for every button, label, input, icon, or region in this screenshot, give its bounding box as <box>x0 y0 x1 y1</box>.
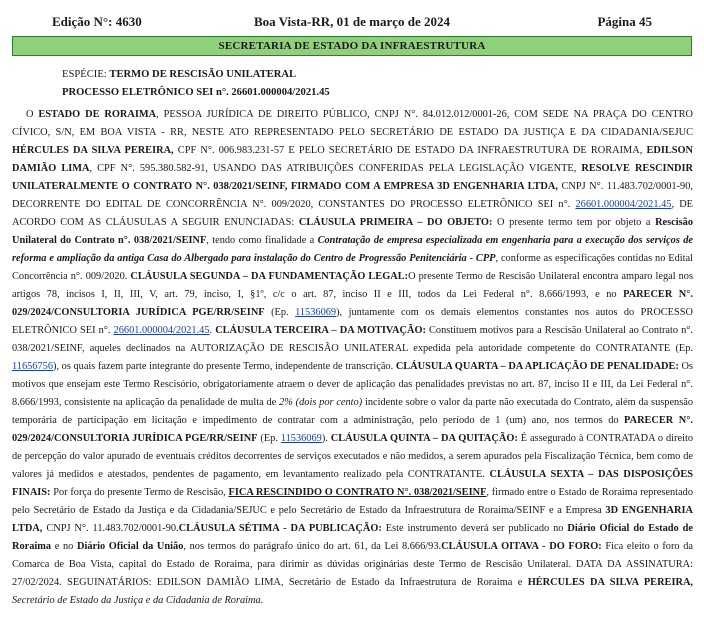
process-link[interactable]: 26601.000004/2021.45 <box>113 325 210 336</box>
clause-heading: CLÁUSULA QUINTA – DA QUITAÇÃO: <box>330 433 518 444</box>
edition-number: Edição N°: 4630 <box>52 14 142 29</box>
ep-link[interactable]: 11536069 <box>280 433 322 444</box>
text: Este instrumento deverá ser publicado no <box>381 523 568 534</box>
clause-heading: CLÁUSULA SEXTA – DAS DISPOSIÇÕES FINAIS: <box>12 469 693 498</box>
clause-heading: CLÁUSULA QUARTA – DA APLICAÇÃO DE PENALIDADE: <box>395 361 679 372</box>
text: Os motivos que ensejam este Termo Rescisório, obrigatoriamente atraem o dever de aplicação das penalidades previstas no art. 87, inciso II e III, da Lei Federal n°. 8.666/1993, consistente na aplicação da penalidade de multa de <box>12 361 693 408</box>
especie-line <box>62 69 296 80</box>
text: CNPJ N°. 11.483.702/0001-90. <box>42 523 179 534</box>
ep-link[interactable]: 11536069 <box>295 307 337 318</box>
resolution-text: RESOLVE RESCINDIR UNILATERALMENTE O CONTRATO N°. 038/2021/SEINF, FIRMADO COM A EMPRESA 3D ENGENHARIA LTDA, <box>12 163 694 192</box>
text: ), os quais fazem parte integrante do presente Termo, independente de transcrição. <box>53 361 396 372</box>
text: CPF N°. 006.983.231-57 E PELO SECRETÁRIO DE ESTADO DA INFRAESTRUTURA DE RORAIMA, <box>173 145 647 156</box>
page-number: Página 45 <box>597 14 652 29</box>
text: , conforme as especificações contidas no Edital Concorrência n°. 009/2020. <box>12 253 693 282</box>
company-name: 3D ENGENHARIA LTDA, <box>12 505 693 534</box>
clause-heading: CLÁUSULA OITAVA - DO FORO: <box>441 541 602 552</box>
text: incidente sobre o valor da parte não executada do Contrato, além da suspensão temporária de participação em licitação e impedimento de contratar com a administração, pelo período de 1 (um) ano, nos termos do <box>12 397 694 426</box>
text: . <box>209 325 216 336</box>
text: , CPF N°. 595.380.582-91, USANDO DAS ATRIBUIÇÕES CONFERIDAS PELA LEGISLAÇÃO VIGENTE, <box>89 163 582 174</box>
contract-object: Contratação de empresa especializada em engenharia para a execução dos serviços de reforma e ampliação da antiga Casa do Albergado para instalação do Centro de Progressão Penitenciária - CPP <box>12 235 693 264</box>
gazette-name: Diário Oficial da União <box>77 541 184 552</box>
signer-name: HÉRCULES DA SILVA PEREIRA, <box>527 577 693 588</box>
document-body <box>12 106 693 610</box>
ep-link[interactable]: 11656756 <box>12 361 53 372</box>
signer-title: Secretário de Estado da Justiça e da Cidadania de Roraima. <box>12 595 264 606</box>
text: Fica eleito o foro da Comarca de Boa Vista, capital do Estado de Roraima, para dirimir as dúvidas originárias deste Termo de Rescisão Unilateral. DATA DA ASSINATURA: 27/02/2024. SEGUINATÁRIOS: EDILSON DAMIÃO LIMA, Secretário de Estado da Infraestrutura de Roraima e <box>12 541 693 588</box>
signer-name: EDILSON DAMIÃO LIMA <box>12 145 694 174</box>
text: (Ep. <box>264 307 296 318</box>
party-state: ESTADO DE RORAIMA <box>38 109 157 120</box>
clause-heading: CLÁUSULA TERCEIRA – DA MOTIVAÇÃO: <box>215 325 426 336</box>
emphasis: Rescisão Unilateral do Contrato n°. 038/2021/SEINF <box>12 217 693 246</box>
text: O presente termo tem por objeto a <box>492 217 656 228</box>
text: , DE ACORDO COM AS CLÁUSULAS A SEGUIR ENUNCIADAS: <box>12 199 693 228</box>
city-date: Boa Vista-RR, 01 de março de 2024 <box>253 14 451 29</box>
section-title-banner: SECRETARIA DE ESTADO DA INFRAESTRUTURA <box>12 36 692 56</box>
text: É assegurado à CONTRATADA o direito de percepção do valor apurado de eventuais créditos decorrentes de serviços executados e não medidos, a serem apurados pela Fiscalização Técnica, bem como de valores já medidos e atestados, pendentes de pagamento, em levantamento realizado pela CONTRATANTE. <box>12 433 693 480</box>
parecer-reference: PARECER N°. 029/2024/CONSULTORIA JURÍDICA PGE/RR/SEINF <box>12 415 693 444</box>
text: e no <box>51 541 77 552</box>
especie-label: ESPÉCIE: <box>62 69 110 80</box>
clause-heading: CLÁUSULA PRIMEIRA – DO OBJETO: <box>298 217 493 228</box>
page-header <box>12 14 692 34</box>
text: (Ep. <box>257 433 281 444</box>
text: , nos termos do parágrafo único do art. 61, da Lei 8.666/93. <box>183 541 442 552</box>
gazette-name: Diário Oficial do Estado de Roraima <box>12 523 693 552</box>
signer-name: HÉRCULES DA SILVA PEREIRA, <box>12 145 174 156</box>
text: ), juntamente com os demais elementos constantes nos autos do PROCESSO ELETRÔNICO SEI n°. <box>12 307 693 336</box>
text: ). <box>321 433 331 444</box>
process-link[interactable]: 26601.000004/2021.45 <box>575 199 672 210</box>
parecer-reference: PARECER N°. 029/2024/CONSULTORIA JURÍDICA PGE/RR/SEINF <box>12 289 693 318</box>
clause-heading: CLÁUSULA SEGUNDA – DA FUNDAMENTAÇÃO LEGAL: <box>130 271 409 282</box>
text: Constituem motivos para a Rescisão Unilateral ao Contrato n°. 038/2021/SEINF, aqueles declinados na AUTORIZAÇÃO DE RESCISÃO UNILATERAL expedida pela autoridade competente do CONTRATANTE (Ep. <box>12 325 693 354</box>
processo-line: PROCESSO ELETRÔNICO SEI n°. 26601.000004/2021.45 <box>62 87 330 98</box>
clause-heading: CLÁUSULA SÉTIMA - DA PUBLICAÇÃO: <box>178 523 382 534</box>
text: Por força do presente Termo de Rescisão, <box>50 487 229 498</box>
penalty-rate: 2% (dois por cento) <box>279 397 363 408</box>
text: O presente Termo de Rescisão Unilateral encontra amparo legal nos artigos 78, incisos I, II, III, V, art. 79, inciso, I, §1º, c/c o art. 87, inciso II e III, todos da Lei Federal n°. 8.666/1993, e no <box>12 271 693 300</box>
rescission-statement: FICA RESCINDIDO O CONTRATO N°. 038/2021/SEINF <box>228 487 487 498</box>
text: CNPJ N°. 11.483.702/0001-90, DECORRENTE DO EDITAL DE CONCORRÊNCIA N°. 009/2020, CONSTANTES DO PROCESSO ELETRÔNICO SEI n°. <box>12 181 693 210</box>
text: , tendo como finalidade a <box>206 235 318 246</box>
especie-value: TERMO DE RESCISÃO UNILATERAL <box>109 69 297 80</box>
text: , firmado entre o Estado de Roraima representado pelo Secretário de Estado da Justiça e da Cidadania/SEJUC e pelo Secretário de Estado da Infraestrutura de Roraima/SEINF e a Empresa <box>12 487 693 516</box>
text: O <box>26 109 39 120</box>
text: , PESSOA JURÍDICA DE DIREITO PÚBLICO, CNPJ N°. 84.012.012/0001-26, COM SEDE NA PRAÇA DO CENTRO CÍVICO, S/N, EM BOA VISTA - RR, NESTE ATO REPRESENTADO PELO SECRETÁRIO DE ESTADO DA JUSTIÇA E DA CIDADANIA/SEJUC <box>12 109 693 138</box>
